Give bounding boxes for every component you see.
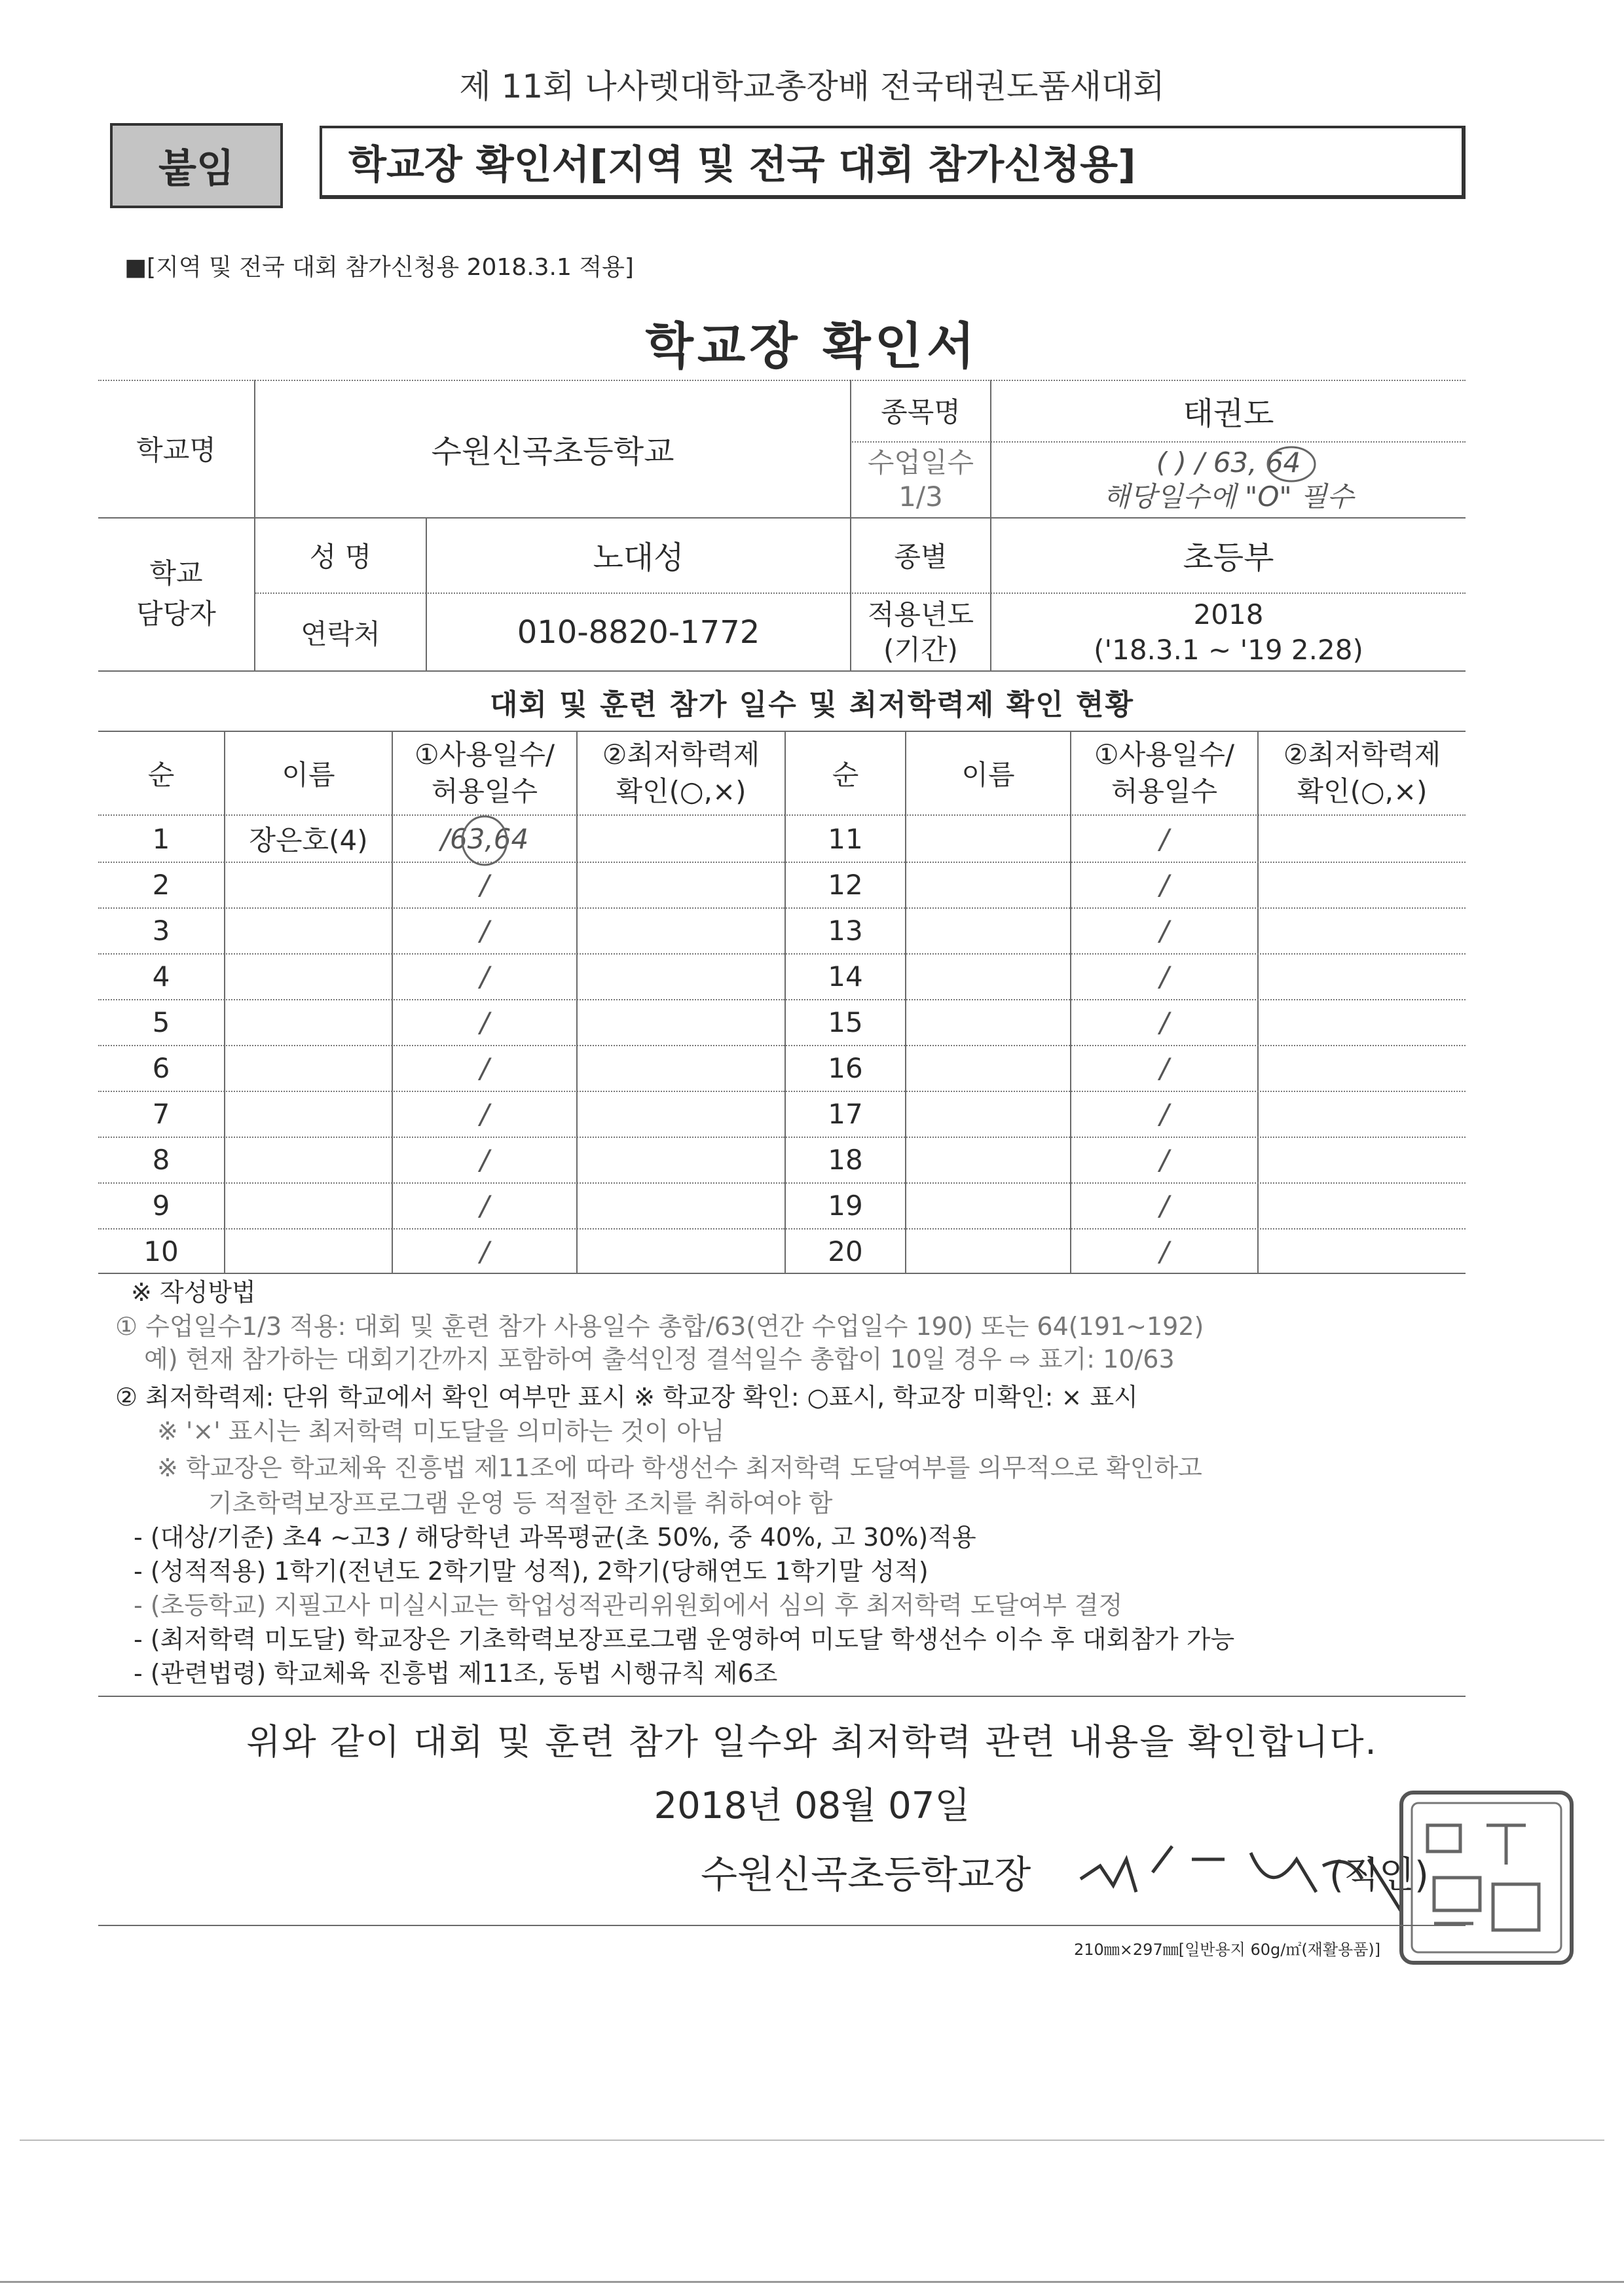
confirmation-statement: 위와 같이 대회 및 훈련 참가 일수와 최저학력 관련 내용을 확인합니다.	[246, 1721, 1378, 1762]
row-min	[1259, 907, 1466, 953]
row-name	[225, 1137, 392, 1182]
days-label	[851, 443, 990, 517]
row-no: 6	[152, 1051, 170, 1084]
row-min	[578, 862, 784, 907]
row-name	[906, 999, 1070, 1045]
application-note: ■[지역 및 전국 대회 참가신청용 2018.3.1 적용]	[124, 254, 634, 281]
row-days: /	[1159, 822, 1170, 855]
paper-spec: 210㎜×297㎜[일반용지 60g/㎡(재활용품)]	[1074, 1941, 1381, 1959]
row-min	[578, 1137, 784, 1182]
year-value	[991, 594, 1466, 670]
row-no: 12	[828, 868, 863, 901]
col-header-min-right-line1: ②최저학력제	[1283, 738, 1441, 771]
school-label: 학교명	[136, 434, 216, 466]
days-label-line1: 수업일수	[867, 446, 974, 479]
row-name	[906, 1137, 1070, 1182]
col-header-min-line2: 확인(○,×)	[616, 775, 747, 807]
circle-mark-icon	[458, 813, 512, 868]
signer-name: 수원신곡초등학교장	[701, 1852, 1031, 1897]
school-value: 수원신곡초등학교	[431, 433, 674, 470]
row-no: 13	[828, 914, 863, 947]
row-name	[906, 816, 1070, 862]
name-label: 성 명	[309, 540, 372, 573]
year-label-line2: (기간)	[883, 633, 958, 666]
days-hint: 해당일수에 "O" 필수	[1103, 481, 1354, 513]
row-days: /	[1159, 1097, 1170, 1130]
division-value: 초등부	[1183, 539, 1274, 576]
col-header-days-line1: ①사용일수/	[414, 738, 555, 771]
row-name	[225, 999, 392, 1045]
row-days: /	[479, 1143, 490, 1176]
col-header-min	[578, 732, 784, 814]
row-name	[225, 953, 392, 999]
row-name	[906, 1182, 1070, 1228]
row-days: /	[479, 1051, 490, 1084]
year-value-line2: ('18.3.1 ~ '19 2.28)	[1094, 633, 1363, 666]
col-header-days	[393, 732, 576, 814]
year-label	[851, 594, 990, 670]
row-days: /	[1159, 960, 1170, 993]
section-title: 대회 및 훈련 참가 일수 및 최저학력제 확인 현황	[489, 688, 1135, 721]
row-no: 4	[152, 960, 170, 993]
days-label-line2: 1/3	[898, 481, 943, 513]
row-name	[906, 907, 1070, 953]
col-header-days-right-line2: 허용일수	[1111, 775, 1218, 807]
row-min	[578, 1228, 784, 1274]
row-days: /	[479, 914, 490, 947]
note-2b: ※ '×' 표시는 최저학력 미도달을 의미하는 것이 아님	[157, 1417, 725, 1446]
row-days: /	[1159, 1235, 1170, 1267]
note-1b: 예) 현재 참가하는 대회기간까지 포함하여 출석인정 결석일수 총합이 10일 경우 ⇨ 표기: 10/63	[144, 1345, 1175, 1374]
row-name	[906, 1228, 1070, 1274]
row-min	[1259, 1091, 1466, 1137]
row-no: 18	[828, 1143, 863, 1176]
row-name	[225, 1045, 392, 1091]
row-days: /	[1159, 1143, 1170, 1176]
row-no: 2	[152, 868, 170, 901]
seal-label: (직인)	[1329, 1854, 1429, 1897]
detail-3: - (초등학교) 지필고사 미실시교는 학업성적관리위원회에서 심의 후 최저학력 도달여부 결정	[134, 1591, 1123, 1620]
col-header-name: 이름	[282, 759, 335, 791]
notes-heading: ※ 작성방법	[131, 1278, 256, 1307]
row-no: 10	[143, 1235, 179, 1267]
circle-mark-icon	[1264, 444, 1319, 484]
row-name	[906, 1045, 1070, 1091]
row-name	[906, 862, 1070, 907]
year-label-line1: 적용년도	[867, 598, 974, 630]
row-days: /	[479, 868, 490, 901]
row-min	[578, 816, 784, 862]
row-min	[578, 1182, 784, 1228]
row-no: 11	[828, 822, 863, 855]
col-header-days-right-line1: ①사용일수/	[1094, 738, 1235, 771]
note-2d: 기초학력보장프로그램 운영 등 적절한 조치를 취하여야 함	[208, 1489, 833, 1518]
sport-label: 종목명	[881, 396, 961, 428]
col-header-days-line2: 허용일수	[431, 775, 538, 807]
division-label: 종별	[894, 540, 948, 573]
event-title: 제 11회 나사렛대학교총장배 전국태권도품새대회	[459, 67, 1165, 105]
confirmation-date: 2018년 08월 07일	[654, 1785, 970, 1827]
row-name: 장은호(4)	[249, 824, 368, 856]
detail-2: - (성적적용) 1학기(전년도 2학기말 성적), 2학기(당해연도 1학기말 성적)	[134, 1557, 929, 1586]
row-no: 1	[152, 822, 170, 855]
note-2c: ※ 학교장은 학교체육 진흥법 제11조에 따라 학생선수 최저학력 도달여부를 의무적으로 확인하고	[157, 1453, 1202, 1482]
row-days: /	[1159, 868, 1170, 901]
row-min	[578, 1045, 784, 1091]
row-min	[1259, 862, 1466, 907]
col-header-name-right: 이름	[961, 759, 1015, 791]
detail-5: - (관련법령) 학교체육 진흥법 제11조, 동법 시행규칙 제6조	[134, 1659, 778, 1688]
row-no: 7	[152, 1097, 170, 1130]
year-value-line1: 2018	[1193, 598, 1264, 630]
detail-1: - (대상/기준) 초4 ~고3 / 해당학년 과목평균(초 50%, 중 40%, 고 30%)적용	[134, 1523, 976, 1552]
row-days: /	[1159, 914, 1170, 947]
manager-label	[98, 517, 254, 670]
document-box-title: 학교장 확인서[지역 및 전국 대회 참가신청용]	[320, 126, 1466, 199]
row-min	[1259, 1137, 1466, 1182]
row-days: /	[479, 1235, 490, 1267]
row-name	[906, 953, 1070, 999]
official-seal-image	[1395, 1786, 1578, 1969]
row-days: /	[1159, 1189, 1170, 1222]
row-name	[225, 862, 392, 907]
row-no: 19	[828, 1189, 863, 1222]
detail-4: - (최저학력 미도달) 학교장은 기초학력보장프로그램 운영하여 미도달 학생선수 이수 후 대회참가 가능	[134, 1625, 1235, 1654]
row-no: 9	[152, 1189, 170, 1222]
main-title: 학교장 확인서	[645, 317, 979, 375]
row-no: 20	[828, 1235, 863, 1267]
row-min	[1259, 816, 1466, 862]
contact-label: 연락처	[301, 617, 380, 650]
row-no: 16	[828, 1051, 863, 1084]
note-1: ① 수업일수1/3 적용: 대회 및 훈련 참가 사용일수 총합/63(연간 수업일수 190) 또는 64(191~192)	[115, 1312, 1204, 1341]
row-days: /	[1159, 1006, 1170, 1038]
manager-label-line2: 담당자	[136, 598, 216, 630]
note-2: ② 최저학력제: 단위 학교에서 확인 여부만 표시 ※ 학교장 확인: ○표시, 학교장 미확인: × 표시	[115, 1383, 1138, 1412]
attachment-tag: 붙임	[110, 123, 283, 208]
row-name	[225, 1228, 392, 1274]
row-days: /	[479, 1006, 490, 1038]
days-value-text: ( ) / 63, 64	[1156, 446, 1301, 479]
row-min	[578, 907, 784, 953]
name-value: 노대성	[593, 539, 684, 576]
col-header-min-line1: ②최저학력제	[602, 738, 760, 771]
row-no: 5	[152, 1006, 170, 1038]
row-days: /	[1159, 1051, 1170, 1084]
row-days: /	[479, 1097, 490, 1130]
row-min	[1259, 953, 1466, 999]
row-no: 15	[828, 1006, 863, 1038]
col-header-days-right	[1071, 732, 1257, 814]
col-header-min-right	[1259, 732, 1466, 814]
contact-value: 010-8820-1772	[517, 613, 760, 651]
row-name	[906, 1091, 1070, 1137]
col-header-min-right-line2: 확인(○,×)	[1297, 775, 1428, 807]
row-no: 17	[828, 1097, 863, 1130]
row-name	[225, 907, 392, 953]
row-days: /	[479, 1189, 490, 1222]
sport-value: 태권도	[1183, 395, 1274, 432]
row-min	[578, 999, 784, 1045]
row-no: 8	[152, 1143, 170, 1176]
row-name	[225, 1182, 392, 1228]
row-min	[1259, 1228, 1466, 1274]
row-name	[225, 1091, 392, 1137]
row-no: 3	[152, 914, 170, 947]
days-value	[991, 443, 1466, 517]
row-min	[578, 953, 784, 999]
row-no: 14	[828, 960, 863, 993]
row-days: /63,64	[440, 822, 529, 855]
col-header-no-right: 순	[832, 759, 859, 791]
row-min	[578, 1091, 784, 1137]
row-days: /	[479, 960, 490, 993]
col-header-no: 순	[147, 759, 175, 791]
row-min	[1259, 1045, 1466, 1091]
manager-label-line1: 학교	[149, 557, 203, 589]
row-min	[1259, 1182, 1466, 1228]
row-min	[1259, 999, 1466, 1045]
